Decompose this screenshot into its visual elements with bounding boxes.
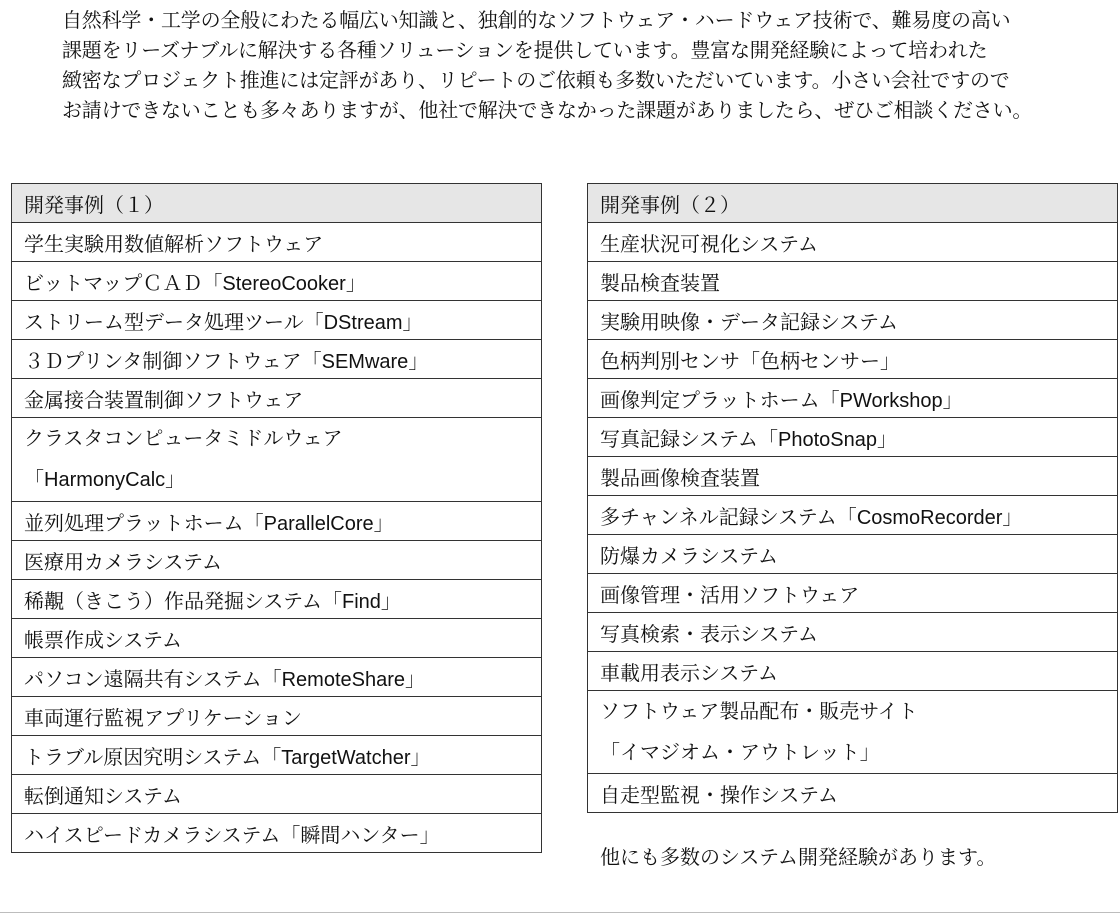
table-row — [12, 736, 542, 775]
table-cell-text: トラブル原因究明システム「TargetWatcher」 — [24, 744, 431, 769]
table-cell-text: 医療用カメラシステム — [24, 549, 222, 574]
table-row — [12, 502, 542, 541]
table-cell — [588, 379, 1118, 418]
table-cell — [12, 301, 542, 340]
table-row — [12, 541, 542, 580]
table-cell-text: 防爆カメラシステム — [600, 543, 778, 568]
table-cell-text: 稀覯（きこう）作品発掘システム「Find」 — [24, 588, 401, 613]
table-row — [588, 262, 1118, 301]
table-cell-text: 学生実験用数値解析ソフトウェア — [24, 231, 324, 256]
table-cell — [588, 340, 1118, 379]
table-cell — [12, 379, 542, 418]
table-header-cell: 開発事例（２） — [588, 184, 1118, 223]
table-cell — [12, 541, 542, 580]
table-cell — [588, 774, 1118, 813]
table-cell-text: ３Ｄプリンタ制御ソフトウェア「SEMware」 — [24, 348, 429, 373]
table-cell — [588, 301, 1118, 340]
table-cell — [588, 418, 1118, 457]
table-row — [588, 496, 1118, 535]
intro-line-4: お請けできないことも多々ありますが、他社で解決できなかった課題がありましたら、ぜひご相談ください。 — [62, 98, 1033, 122]
development-cases-table-2 — [587, 183, 1118, 813]
table-row — [12, 340, 542, 379]
intro-line-3: 緻密なプロジェクト推進には定評があり、リピートのご依頼も多数いただいています。小さい会社ですので — [62, 68, 1010, 92]
table-header — [588, 184, 1118, 223]
table-cell — [588, 574, 1118, 613]
table-cell — [588, 535, 1118, 574]
table-cell-text: 画像管理・活用ソフトウェア — [600, 582, 860, 607]
table-row — [12, 658, 542, 697]
table-row — [588, 301, 1118, 340]
table-row — [588, 691, 1118, 774]
table-cell — [12, 418, 542, 502]
table-row — [12, 301, 542, 340]
table-cell — [12, 658, 542, 697]
table-row — [12, 775, 542, 814]
table-row — [12, 697, 542, 736]
table-row — [12, 814, 542, 853]
table-header-cell: 開発事例（１） — [12, 184, 542, 223]
table-cell-text: 画像判定プラットホーム「PWorkshop」 — [600, 387, 963, 412]
table-row — [588, 613, 1118, 652]
table-cell-text: 製品画像検査装置 — [600, 465, 760, 490]
development-cases-table-1 — [11, 183, 542, 853]
table-cell-text: 並列処理プラットホーム「ParallelCore」 — [24, 510, 394, 535]
table-cell-text: ソフトウェア製品配布・販売サイト — [600, 699, 918, 723]
table-cell-text: 製品検査装置 — [600, 270, 720, 295]
table-row — [588, 340, 1118, 379]
table-cell-text: 自走型監視・操作システム — [600, 782, 838, 807]
table-cell-text: 「HarmonyCalc」 — [24, 467, 186, 491]
table-cell — [12, 619, 542, 658]
table-cell-text: ビットマップＣＡＤ「StereoCooker」 — [24, 270, 366, 295]
table-cell-text: 車両運行監視アプリケーション — [24, 705, 302, 730]
table-cell-text: 実験用映像・データ記録システム — [600, 309, 898, 334]
table-row — [12, 580, 542, 619]
table-cell — [588, 691, 1118, 774]
table-cell — [12, 697, 542, 736]
table-cell — [12, 580, 542, 619]
table-row — [12, 418, 542, 502]
table-cell-text: 転倒通知システム — [24, 783, 182, 808]
table-cell — [12, 262, 542, 301]
table-cell-text: 「イマジオム・アウトレット」 — [600, 740, 880, 764]
table-cell-text: パソコン遠隔共有システム「RemoteShare」 — [24, 666, 426, 691]
table-cell-text: 生産状況可視化システム — [600, 231, 818, 256]
table-cell-text: 写真記録システム「PhotoSnap」 — [600, 426, 897, 451]
table-row — [588, 457, 1118, 496]
intro-paragraph — [62, 5, 1120, 125]
bottom-divider — [0, 912, 1120, 913]
table-row — [12, 262, 542, 301]
table-cell-text: 色柄判別センサ「色柄センサー」 — [600, 348, 900, 373]
table-row — [12, 379, 542, 418]
table-row — [588, 223, 1118, 262]
table-row — [588, 574, 1118, 613]
table-cell — [12, 736, 542, 775]
table-cell — [588, 262, 1118, 301]
table-cell — [588, 496, 1118, 535]
table-cell-text: 帳票作成システム — [24, 627, 182, 652]
table-cell-text: 写真検索・表示システム — [600, 621, 818, 646]
table-cell-text: 金属接合装置制御ソフトウェア — [24, 387, 304, 412]
table-cell-text: 多チャンネル記録システム「CosmoRecorder」 — [600, 504, 1023, 529]
footer-note: 他にも多数のシステム開発経験があります。 — [600, 845, 997, 869]
table-cell — [588, 652, 1118, 691]
intro-line-1: 自然科学・工学の全般にわたる幅広い知識と、独創的なソフトウェア・ハードウェア技術で、難易度の高い — [62, 8, 1011, 32]
table-row — [588, 652, 1118, 691]
table-row — [12, 223, 542, 262]
table-cell-text: クラスタコンピュータミドルウェア — [24, 426, 343, 450]
table-cell-text: ストリーム型データ処理ツール「DStream」 — [24, 309, 423, 334]
table-cell — [588, 613, 1118, 652]
table-cell-text: 車載用表示システム — [600, 660, 778, 685]
table-row — [12, 619, 542, 658]
table-row — [588, 535, 1118, 574]
table-cell — [12, 223, 542, 262]
table-cell-text: ハイスピードカメラシステム「瞬間ハンター」 — [24, 822, 440, 847]
table-cell — [12, 775, 542, 814]
table-cell — [12, 340, 542, 379]
table-row — [588, 774, 1118, 813]
table-row — [588, 379, 1118, 418]
table-cell — [12, 814, 542, 853]
table-cell — [588, 457, 1118, 496]
table-header — [12, 184, 542, 223]
table-cell — [588, 223, 1118, 262]
intro-line-2: 課題をリーズナブルに解決する各種ソリューションを提供しています。豊富な開発経験によって培われた — [62, 38, 988, 62]
table-cell — [12, 502, 542, 541]
table-row — [588, 418, 1118, 457]
